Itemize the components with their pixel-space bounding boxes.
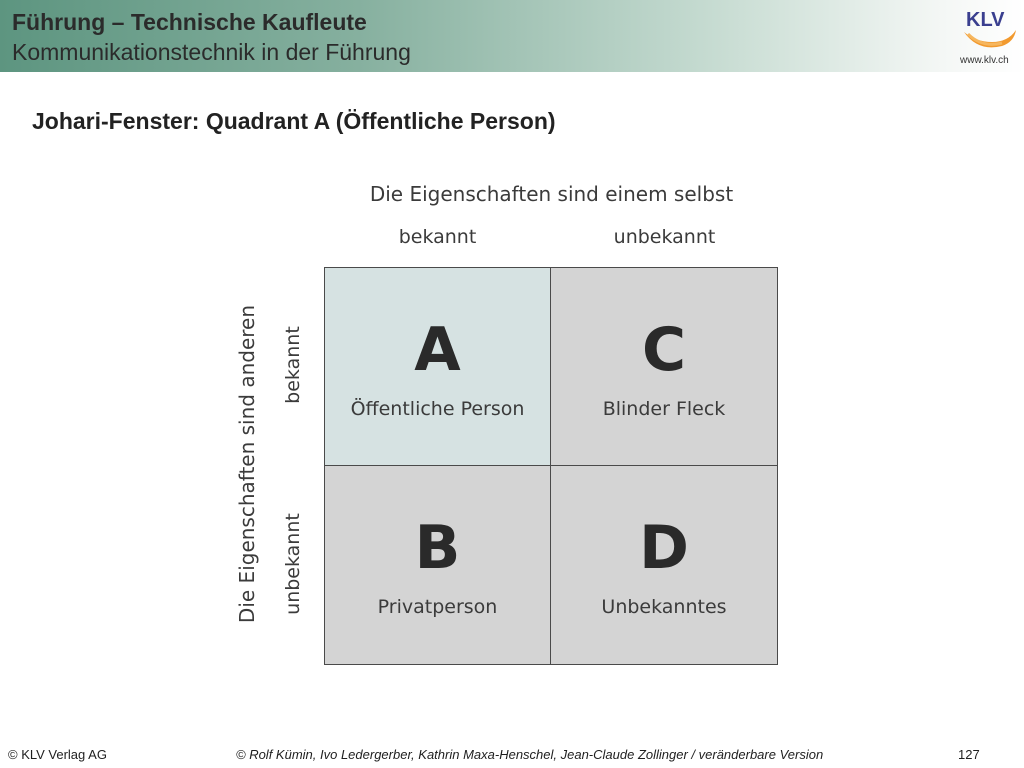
column-axis-label: Die Eigenschaften sind einem selbst: [369, 182, 734, 206]
logo-url: www.klv.ch: [960, 55, 1009, 66]
klv-logo-icon: [958, 4, 1020, 56]
logo-text: KLV: [966, 9, 1005, 31]
header-bar: [0, 0, 1024, 72]
quadrant-b: [325, 466, 551, 664]
quadrant-a-label: Öffentliche Person: [350, 398, 525, 420]
klv-logo: [958, 4, 1020, 68]
quadrant-c-label: Blinder Fleck: [602, 398, 726, 420]
quadrant-a: [325, 268, 551, 466]
quadrant-c: [551, 268, 777, 466]
column-header-known: bekannt: [398, 226, 477, 248]
footer-authors: © Rolf Kümin, Ivo Ledergerber, Kathrin Maxa-Henschel, Jean-Claude Zollinger / veränderbare Version: [236, 747, 824, 762]
course-subtitle: Kommunikationstechnik in der Führung: [12, 39, 411, 65]
column-header-unknown: unbekannt: [613, 226, 716, 248]
quadrant-c-letter: C: [641, 315, 687, 385]
quadrant-d-letter: D: [639, 513, 689, 583]
quadrant-grid: [324, 267, 778, 665]
row-header-known: bekannt: [282, 326, 304, 404]
slide-title: Johari-Fenster: Quadrant A (Öffentliche Person): [32, 108, 556, 134]
footer-copyright: © KLV Verlag AG: [8, 747, 107, 762]
course-title: Führung – Technische Kaufleute: [12, 9, 367, 35]
quadrant-b-letter: B: [414, 513, 461, 583]
quadrant-d-label: Unbekanntes: [601, 596, 727, 618]
row-axis-label: Die Eigenschaften sind anderen: [235, 304, 259, 624]
quadrant-a-letter: A: [414, 315, 461, 385]
page-number: 127: [958, 747, 980, 762]
quadrant-b-label: Privatperson: [377, 596, 498, 618]
johari-window-diagram: [225, 170, 785, 670]
quadrant-d: [551, 466, 777, 664]
row-header-unknown: unbekannt: [282, 513, 304, 615]
